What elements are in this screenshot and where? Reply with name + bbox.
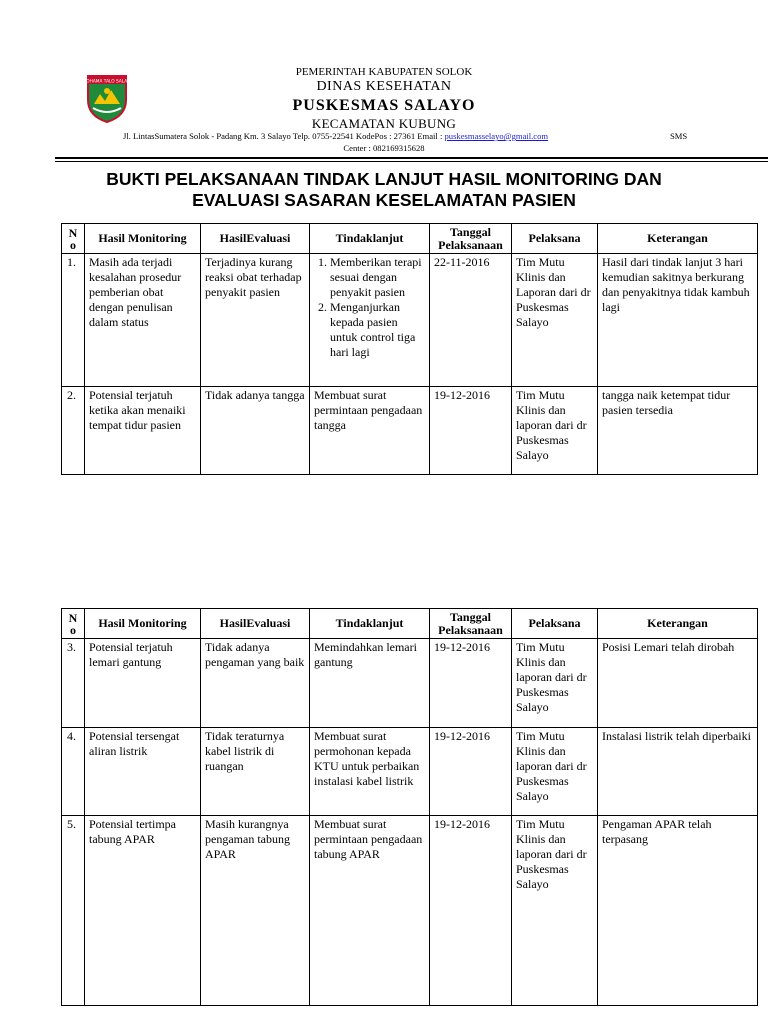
- cell-tindaklanjut: Memindahkan lemari gantung: [310, 639, 430, 728]
- cell-no: 4.: [62, 728, 85, 816]
- col-no: N o: [62, 609, 85, 639]
- cell-keterangan: Pengaman APAR telah terpasang: [598, 816, 758, 1006]
- cell-tanggal: 19-12-2016: [430, 816, 512, 1006]
- col-hasil-monitoring: Hasil Monitoring: [85, 224, 201, 254]
- cell-monitoring: Potensial terjatuh ketika akan menaiki tempat tidur pasien: [85, 387, 201, 475]
- cell-tindaklanjut: Membuat surat permintaan pengadaan tabung APAR: [310, 816, 430, 1006]
- col-tindaklanjut: Tindaklanjut: [310, 609, 430, 639]
- cell-evaluasi: Tidak teraturnya kabel listrik di ruangan: [201, 728, 310, 816]
- cell-evaluasi: Masih kurangnya pengaman tabung APAR: [201, 816, 310, 1006]
- cell-evaluasi: Terjadinya kurang reaksi obat terhadap penyakit pasien: [201, 254, 310, 387]
- header-divider-thin: [55, 161, 768, 162]
- cell-no: 5.: [62, 816, 85, 1006]
- cell-keterangan: Instalasi listrik telah diperbaiki: [598, 728, 758, 816]
- cell-monitoring: Potensial tersengat aliran listrik: [85, 728, 201, 816]
- document-title-line1: BUKTI PELAKSANAAN TINDAK LANJUT HASIL MONITORING DAN: [106, 169, 662, 189]
- cell-tanggal: 19-12-2016: [430, 728, 512, 816]
- monitoring-table-2: [61, 608, 758, 1006]
- cell-tanggal: 19-12-2016: [430, 639, 512, 728]
- cell-tanggal: 19-12-2016: [430, 387, 512, 475]
- cell-tanggal: 22-11-2016: [430, 254, 512, 387]
- header-kecamatan: KECAMATAN KUBUNG: [311, 116, 457, 131]
- cell-keterangan: tangga naik ketempat tidur pasien tersedia: [598, 387, 758, 475]
- cell-evaluasi: Tidak adanya tangga: [201, 387, 310, 475]
- document-title-line2: EVALUASI SASARAN KESELAMATAN PASIEN: [192, 190, 576, 210]
- email-link[interactable]: puskesmasselayo@gmail.com: [444, 131, 549, 141]
- cell-monitoring: Potensial tertimpa tabung APAR: [85, 816, 201, 1006]
- cell-no: 1.: [62, 254, 85, 387]
- list-item: 2. Menganjurkan kepada pasien untuk control tiga hari lagi: [330, 300, 425, 360]
- cell-pelaksana: Tim Mutu Klinis dan laporan dari dr Puskesmas Salayo: [512, 639, 598, 728]
- table-row: [62, 639, 758, 728]
- header-department: DINAS KESEHATAN: [316, 79, 452, 94]
- table-row: [62, 254, 758, 387]
- cell-keterangan: Posisi Lemari telah dirobah: [598, 639, 758, 728]
- table-header-row: [62, 609, 758, 639]
- cell-no: 3.: [62, 639, 85, 728]
- col-pelaksana: Pelaksana: [512, 609, 598, 639]
- list-item: 1. Memberikan terapi sesuai dengan penyakit pasien: [330, 255, 425, 300]
- col-no: N o: [62, 224, 85, 254]
- cell-pelaksana: Tim Mutu Klinis dan Laporan dari dr Puskesmas Salayo: [512, 254, 598, 387]
- col-keterangan: Keterangan: [598, 224, 758, 254]
- cell-pelaksana: Tim Mutu Klinis dan laporan dari dr Puskesmas Salayo: [512, 387, 598, 475]
- col-hasil-evaluasi: HasilEvaluasi: [201, 609, 310, 639]
- address-text: Jl. LintasSumatera Solok - Padang Km. 3 Salayo Telp. 0755-22541 KodePos : 27361 Email :: [123, 131, 445, 141]
- col-tanggal: Tanggal Pelaksanaan: [430, 609, 512, 639]
- tindaklanjut-list: [312, 255, 425, 360]
- cell-pelaksana: Tim Mutu Klinis dan laporan dari dr Puskesmas Salayo: [512, 728, 598, 816]
- col-keterangan: Keterangan: [598, 609, 758, 639]
- col-tanggal: Tanggal Pelaksanaan: [430, 224, 512, 254]
- col-tindaklanjut: Tindaklanjut: [310, 224, 430, 254]
- cell-pelaksana: Tim Mutu Klinis dan laporan dari dr Puskesmas Salayo: [512, 816, 598, 1006]
- monitoring-table-1: [61, 223, 758, 475]
- cell-monitoring: Potensial terjatuh lemari gantung: [85, 639, 201, 728]
- cell-no: 2.: [62, 387, 85, 475]
- cell-tindaklanjut: Membuat surat permohonan kepada KTU untuk perbaikan instalasi kabel listrik: [310, 728, 430, 816]
- cell-monitoring: Masih ada terjadi kesalahan prosedur pemberian obat dengan penulisan dalam status: [85, 254, 201, 387]
- col-pelaksana: Pelaksana: [512, 224, 598, 254]
- header-puskesmas: PUSKESMAS SALAYO: [292, 97, 476, 114]
- table-row: [62, 816, 758, 1006]
- cell-tindaklanjut: Membuat surat permintaan pengadaan tangga: [310, 387, 430, 475]
- sms-center: Center : 082169315628: [343, 143, 425, 153]
- cell-tindaklanjut: [310, 254, 430, 387]
- col-hasil-monitoring: Hasil Monitoring: [85, 609, 201, 639]
- sms-label: SMS: [670, 131, 688, 141]
- svg-text:LOHAMA TALO SALAK: LOHAMA TALO SALAK: [84, 79, 130, 85]
- cell-evaluasi: Tidak adanya pengaman yang baik: [201, 639, 310, 728]
- col-hasil-evaluasi: HasilEvaluasi: [201, 224, 310, 254]
- header-divider: [55, 157, 768, 159]
- table-header-row: [62, 224, 758, 254]
- table-row: [62, 728, 758, 816]
- table-row: [62, 387, 758, 475]
- header-government: PEMERINTAH KABUPATEN SOLOK: [295, 66, 473, 78]
- cell-keterangan: Hasil dari tindak lanjut 3 hari kemudian sakitnya berkurang dan penyakitnya tidak kambuh lagi: [598, 254, 758, 387]
